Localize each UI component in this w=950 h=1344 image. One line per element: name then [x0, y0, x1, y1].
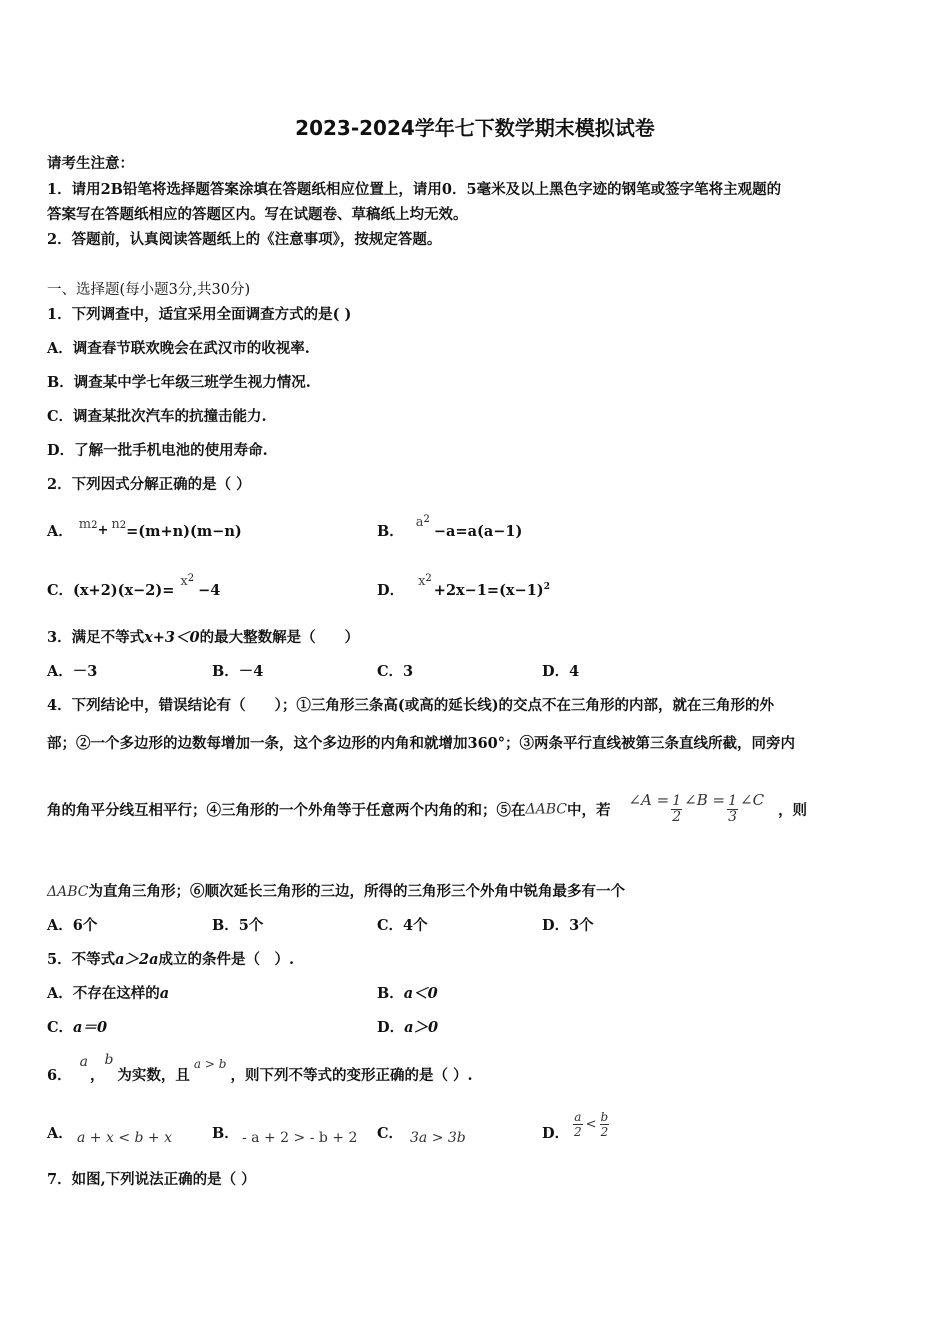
q6-option-b: - a + 2 > - b + 2	[242, 1130, 358, 1146]
q4-line-1: 4．下列结论中，错误结论有（ ）；①三角形三条高(或高的延长线)的交点不在三角形的内部，就在三角形的外	[47, 697, 775, 714]
q2-c-rest: −4	[198, 582, 221, 599]
q4-line3-mid: 中，若	[566, 802, 611, 819]
q5-c-math: a＝0	[73, 1019, 108, 1036]
section-heading: 一、选择题(每小题3分,共30分)	[47, 282, 251, 298]
q3-stem	[47, 626, 359, 647]
q2-b-sup: 2	[423, 514, 430, 525]
q5-a-math: a	[159, 985, 170, 1002]
q7-stem: 7．如图,下列说法正确的是（ ）	[47, 1171, 256, 1188]
q5-option-b	[377, 982, 438, 1003]
q4-angle-a: ∠A =	[628, 790, 670, 809]
q3-stem-math: x+3＜0	[144, 629, 200, 646]
notice-heading: 请考生注意：	[47, 155, 134, 172]
q6-d-n1: a	[574, 1110, 582, 1124]
q4-angle-b: ∠B =	[684, 790, 726, 809]
q6-d-lt: <	[585, 1117, 597, 1132]
q5-d-math: a＞0	[404, 1019, 439, 1036]
q2-c-sup: 2	[187, 573, 195, 584]
q5-d-pre: D．	[377, 1019, 405, 1036]
q4-line3-post: ，则	[778, 802, 808, 819]
q6-d-frac-a	[573, 1110, 583, 1139]
q5-option-c	[47, 1016, 107, 1037]
q2-a-n: n	[111, 517, 120, 532]
q5-c-pre: C．	[47, 1019, 74, 1036]
q2-stem: 2．下列因式分解正确的是（ ）	[47, 476, 251, 493]
q3-option-b: B．－4	[212, 663, 264, 680]
q2-option-b	[377, 514, 523, 541]
q2-d-sup: 2	[425, 573, 432, 584]
q4-fraction-third	[727, 794, 738, 825]
q1-option-b: B．调查某中学七年级三班学生视力情况.	[47, 374, 311, 391]
q4-line3-pre: 角的角平分线互相平行；④三角形的一个外角等于任意两个内角的和；⑤在	[47, 802, 526, 819]
q1-stem: 1．下列调查中，适宜采用全面调查方式的是( )	[47, 306, 352, 323]
q1-option-a: A．调查春节联欢晚会在武汉市的收视率.	[47, 340, 310, 357]
q1-option-c: C．调查某批次汽车的抗撞击能力.	[47, 408, 267, 425]
q5-stem-pre: 5．不等式	[47, 951, 116, 968]
q2-c-label: C．	[47, 582, 74, 599]
q2-a-rest: =(m+n)(m−n)	[126, 523, 242, 540]
q2-b-a: a	[415, 515, 424, 530]
q3-stem-pre: 3．满足不等式	[47, 629, 145, 646]
notice-line-1: 1．请用2B铅笔将选择题答案涂填在答题纸相应位置上，请用0．5毫米及以上黑色字迹的钢笔或签字笔将主观题的	[47, 181, 782, 198]
q2-a-label: A．	[47, 523, 73, 540]
q2-d-x: x	[418, 574, 426, 589]
q5-b-pre: B．	[377, 985, 404, 1002]
q6-stem	[47, 1050, 473, 1086]
q6-option-b-label: B．	[212, 1125, 239, 1142]
q6-option-d	[573, 1110, 609, 1139]
q4-option-a: A．6个	[47, 917, 98, 934]
q5-stem-math: a＞2a	[115, 951, 159, 968]
q4-angle-c: ∠C	[740, 790, 765, 809]
q4-f2-num: 1	[728, 793, 738, 809]
q2-option-d	[377, 573, 550, 600]
q2-c-x: x	[180, 574, 188, 589]
q4-f2-den: 3	[728, 809, 738, 825]
q4-line-4	[47, 880, 625, 901]
q2-option-a	[47, 517, 242, 541]
q2-a-m: m	[78, 517, 92, 532]
q6-option-a: a + x < b + x	[77, 1130, 172, 1146]
q6-d-d1: 2	[574, 1125, 582, 1139]
notice-line-2: 2．答题前，认真阅读答题纸上的《注意事项》，按规定答题。	[47, 231, 442, 248]
q5-b-math: a＜0	[403, 985, 438, 1002]
q4-tri: ΔABC	[525, 801, 567, 818]
q6-option-d-label: D．	[542, 1125, 570, 1142]
q4-option-b: B．5个	[212, 917, 264, 934]
q2-d-rest: +2x−1=(x−1)	[433, 582, 544, 599]
q4-option-c: C．4个	[377, 917, 428, 934]
q5-stem	[47, 948, 294, 969]
q4-tri2: ΔABC	[47, 884, 89, 900]
q1-option-d: D．了解一批手机电池的使用寿命.	[47, 442, 268, 459]
q2-b-rest: −a=a(a−1)	[433, 523, 523, 540]
q5-option-a	[47, 982, 169, 1003]
q6-var-a: a	[79, 1054, 88, 1070]
q6-post: ，则下列不等式的变形正确的是（ ）.	[230, 1067, 473, 1084]
q4-f1-den: 2	[672, 809, 682, 825]
q6-var-b: b	[104, 1052, 114, 1068]
q6-option-a-label: A．	[47, 1125, 73, 1142]
q2-b-label: B．	[377, 523, 404, 540]
q2-c-pre: (x+2)(x−2)=	[73, 582, 175, 599]
q6-condition: a > b	[193, 1057, 227, 1071]
q4-line-3	[47, 790, 808, 844]
q2-a-sup1: 2	[91, 520, 98, 531]
q6-d-frac-b	[600, 1110, 610, 1139]
q4-f1-num: 1	[672, 793, 682, 809]
q6-option-c: 3a > 3b	[410, 1130, 466, 1146]
q5-stem-post: 成立的条件是（ ）.	[158, 951, 295, 968]
q3-option-c: C．3	[377, 663, 414, 680]
q3-stem-post: 的最大整数解是（ ）	[199, 629, 360, 646]
q6-mid: 为实数，且	[117, 1067, 190, 1084]
q2-option-c	[47, 573, 221, 600]
q6-num: 6．	[47, 1067, 72, 1084]
q2-a-plus: +	[97, 523, 109, 538]
q4-option-d: D．3个	[542, 917, 594, 934]
q6-option-c-label: C．	[377, 1125, 404, 1142]
q2-a-sup2: 2	[119, 520, 127, 531]
q6-comma: ，	[89, 1067, 105, 1084]
q4-line4-text: 为直角三角形；⑥顺次延长三角形的三边，所得的三角形三个外角中锐角最多有一个	[88, 883, 625, 900]
q2-d-sup2: 2	[543, 582, 550, 593]
q5-a-pre: A．不存在这样的	[47, 985, 160, 1002]
q6-d-n2: b	[600, 1110, 609, 1124]
q3-option-d: D．4	[542, 663, 580, 680]
notice-line-1b: 答案写在答题纸相应的答题区内。写在试题卷、草稿纸上均无效。	[47, 206, 468, 223]
q4-fraction-half	[671, 794, 682, 825]
page-title: 2023-2024学年七下数学期末模拟试卷	[295, 116, 655, 140]
q4-line-2: 部；②一个多边形的边数每增加一条，这个多边形的内角和就增加360°；③两条平行直线被第三条直线所截，同旁内	[47, 735, 796, 752]
q6-d-d2: 2	[600, 1125, 609, 1139]
q3-option-a: A．－3	[47, 663, 98, 680]
q5-option-d	[377, 1016, 438, 1037]
q2-d-label: D．	[377, 582, 405, 599]
